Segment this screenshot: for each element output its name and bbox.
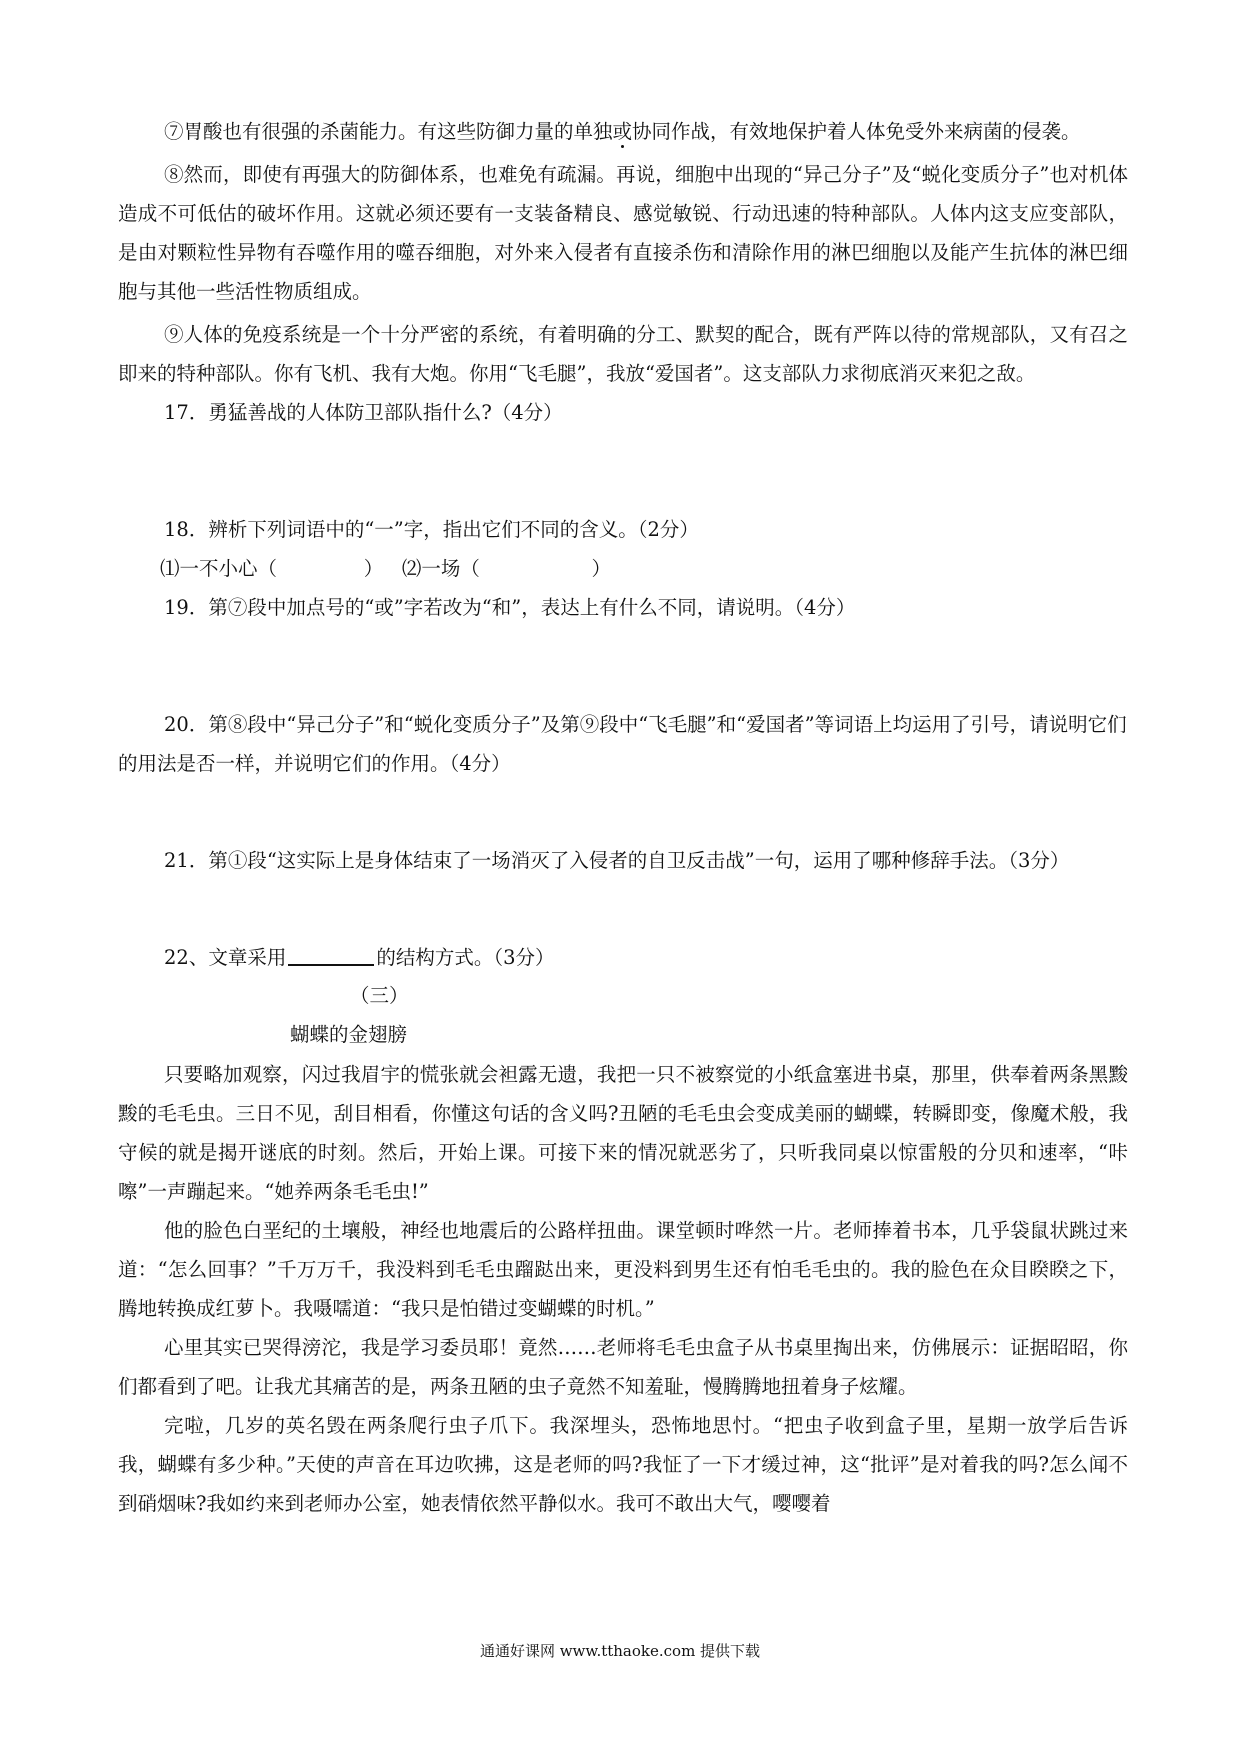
question-17: 17．勇猛善战的人体防卫部队指什么?（4分） [164,401,563,424]
document-page [118,112,1128,1523]
story-paragraph: 只要略加观察，闪过我眉宇的慌张就会袒露无遗，我把一只不被察觉的小纸盒塞进书桌，那里，供奉着两条黑黢黢的毛毛虫。三日不见，刮目相看，你懂这句话的含义吗?丑陋的毛毛虫会变成美丽的蝴蝶，转瞬即变，像魔术般，我守候的就是揭开谜底的时刻。然后，开始上课。可接下来的情况就恶劣了，只听我同桌以惊雷般的分贝和速率，“咔嚓”一声蹦起来。“她养两条毛毛虫!” [118,1063,1128,1203]
answer-space [118,627,1128,705]
section-label: （三） [350,984,409,1007]
paragraph-8: ⑧然而，即使有再强大的防御体系，也难免有疏漏。再说，细胞中出现的“异己分子”及“蜕化变质分子”也对机体造成不可低估的破坏作用。这就必须还要有一支装备精良、感觉敏锐、行动迅速的特种部队。人体内这支应变部队，是由对颗粒性异物有吞噬作用的噬吞细胞，对外来入侵者有直接杀伤和清除作用的淋巴细胞以及能产生抗体的淋巴细胞与其他一些活性物质组成。 [118,163,1128,303]
question-20: 20．第⑧段中“异己分子”和“蜕化变质分子”及第⑨段中“飞毛腿”和“爱国者”等词语上均运用了引号，请说明它们的用法是否一样，并说明它们的作用。（4分） [118,713,1127,775]
answer-space [118,432,1128,510]
story-paragraph: 他的脸色白垩纪的土壤般，神经也地震后的公路样扭曲。课堂顿时哗然一片。老师捧着书本，几乎袋鼠状跳过来道：“怎么回事？”千万万千，我没料到毛毛虫蹓跶出来，更没料到男生还有怕毛毛虫的。我的脸色在众目睽睽之下，腾地转换成红萝卜。我嗫嚅道：“我只是怕错过变蝴蝶的时机。” [118,1219,1128,1320]
answer-space [118,783,1128,841]
question-22: 22、文章采用 的结构方式。（3分） [164,946,555,969]
answer-space [118,880,1128,938]
question-21: 21．第①段“这实际上是身体结束了一场消灭了入侵者的自卫反击战”一句，运用了哪种修辞手法。（3分） [164,849,1070,872]
story-paragraph: 心里其实已哭得滂沱，我是学习委员耶！竟然……老师将毛毛虫盒子从书桌里掏出来，仿佛展示：证据昭昭，你们都看到了吧。让我尤其痛苦的是，两条丑陋的虫子竟然不知羞耻，慢腾腾地扭着身子炫耀。 [118,1336,1128,1398]
story-paragraph: 完啦，几岁的英名毁在两条爬行虫子爪下。我深埋头，恐怖地思忖。“把虫子收到盒子里，星期一放学后告诉我，蝴蝶有多少种。”天使的声音在耳边吹拂，这是老师的吗?我怔了一下才缓过神，这“批评”是对着我的吗?怎么闻不到硝烟味?我如约来到老师办公室，她表情依然平静似水。我可不敢出大气，嘤嘤着 [118,1414,1128,1515]
question-19: 19．第⑦段中加点号的“或”字若改为“和”，表达上有什么不同，请说明。（4分） [164,596,856,619]
page-footer: 通通好课网 www.tthaoke.com 提供下载 [479,1642,761,1660]
dotted-character: 或 [612,120,633,143]
fill-blank [288,944,374,966]
question-18: 18．辨析下列词语中的“一”字，指出它们不同的含义。（2分） [164,518,699,541]
story-title: 蝴蝶的金翅膀 [290,1023,408,1046]
paragraph-7: ⑦胃酸也有很强的杀菌能力。有这些防御力量的单独或协同作战，有效地保护着人体免受外来病菌的侵袭。 [164,120,1081,143]
question-18-options: ⑴一不小心（ ） ⑵一场（ ） [160,557,611,580]
paragraph-9: ⑨人体的免疫系统是一个十分严密的系统，有着明确的分工、默契的配合，既有严阵以待的常规部队，又有召之即来的特种部队。你有飞机、我有大炮。你用“飞毛腿”，我放“爱国者”。这支部队力求彻底消灭来犯之敌。 [118,323,1128,385]
